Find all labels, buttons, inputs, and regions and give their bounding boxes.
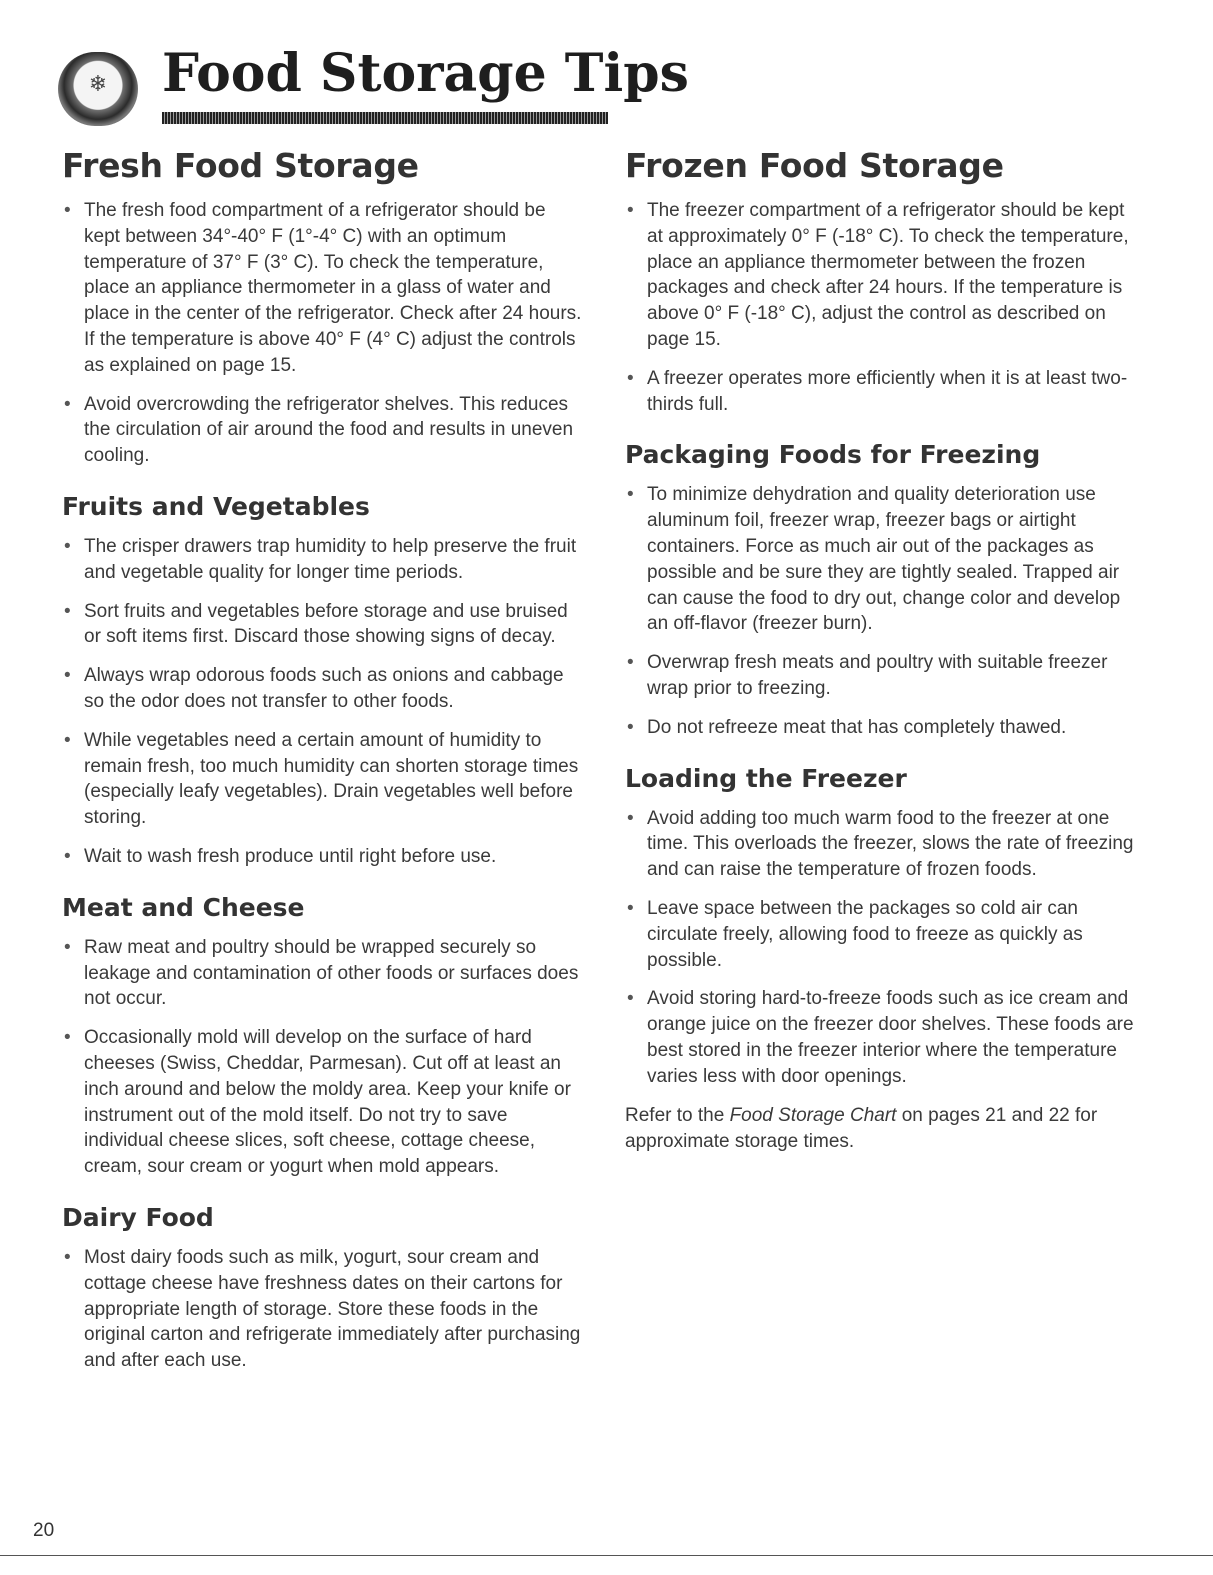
fresh-food-heading: Fresh Food Storage [62, 146, 419, 185]
list-item: • While vegetables need a certain amount of humidity to remain fresh, too much humidity can shorten storage times (especially leafy vegetables). Drain vegetables well before storing. [62, 728, 582, 831]
meat-cheese-list [62, 935, 582, 1180]
dairy-food-heading: Dairy Food [62, 1202, 214, 1232]
list-item: • Avoid overcrowding the refrigerator shelves. This reduces the circulation of air around the food and results in uneven cooling. [62, 392, 582, 469]
footer-rule [0, 1555, 1213, 1556]
packaging-heading: Packaging Foods for Freezing [625, 440, 1041, 470]
fruits-vegetables-heading: Fruits and Vegetables [62, 491, 370, 521]
page-header [58, 40, 689, 130]
frozen-food-heading: Frozen Food Storage [625, 146, 1004, 185]
dairy-food-list [62, 1245, 582, 1374]
list-item: • Most dairy foods such as milk, yogurt, sour cream and cottage cheese have freshness dates on their cartons for appropriate length of storage. Store these foods in the original carton and refrigerate immediately after purchasing and after each use. [62, 1245, 582, 1374]
loading-freezer-heading: Loading the Freezer [625, 763, 907, 793]
fruits-vegetables-list [62, 534, 582, 870]
right-column [625, 146, 1145, 1155]
left-column [62, 146, 582, 1387]
note-suffix: on pages 21 and 22 for approximate storage times. [625, 1104, 1098, 1152]
list-item: • Leave space between the packages so cold air can circulate freely, allowing food to freeze as quickly as possible. [625, 896, 1145, 973]
refrigerator-icon: ❄ [58, 52, 138, 126]
list-item: • The fresh food compartment of a refrigerator should be kept between 34°-40° F (1°-4° C) with an optimum temperature of 37° F (3° C). To check the temperature, place an appliance thermometer in a glass of water and place in the center of the refrigerator. Check after 24 hours. If the temperature is above 40° F (4° C) adjust the controls as explained on page 15. [62, 198, 582, 379]
list-item: • The crisper drawers trap humidity to help preserve the fruit and vegetable quality for longer time periods. [62, 534, 582, 586]
list-item: • Always wrap odorous foods such as onions and cabbage so the odor does not transfer to other foods. [62, 663, 582, 715]
list-item: • Raw meat and poultry should be wrapped securely so leakage and contamination of other foods or surfaces does not occur. [62, 935, 582, 1012]
meat-cheese-heading: Meat and Cheese [62, 892, 305, 922]
list-item: • Occasionally mold will develop on the surface of hard cheeses (Swiss, Cheddar, Parmesan). Cut off at least an inch around and below the moldy area. Keep your knife or instrument out of the mold itself. Do not try to save individual cheese slices, soft cheese, cottage cheese, cream, sour cream or yogurt when mold appears. [62, 1025, 582, 1180]
list-item: • Avoid adding too much warm food to the freezer at one time. This overloads the freezer, slows the rate of freezing and can raise the temperature of frozen foods. [625, 806, 1145, 883]
list-item: • Overwrap fresh meats and poultry with suitable freezer wrap prior to freezing. [625, 650, 1145, 702]
fresh-food-list [62, 198, 582, 469]
list-item: • Wait to wash fresh produce until right before use. [62, 844, 582, 870]
frozen-food-list [625, 198, 1145, 417]
list-item: • Do not refreeze meat that has completely thawed. [625, 715, 1145, 741]
title-underline [162, 112, 608, 124]
storage-chart-note [625, 1103, 1145, 1155]
page-title: Food Storage Tips [162, 43, 689, 104]
loading-freezer-list [625, 806, 1145, 1090]
list-item: • A freezer operates more efficiently when it is at least two-thirds full. [625, 366, 1145, 418]
chart-reference: Food Storage Chart [729, 1104, 897, 1126]
note-prefix: Refer to the [625, 1104, 730, 1126]
list-item: • Avoid storing hard-to-freeze foods such as ice cream and orange juice on the freezer door shelves. These foods are best stored in the freezer interior where the temperature varies less with door openings. [625, 986, 1145, 1089]
page-number: 20 [33, 1520, 55, 1541]
list-item: • The freezer compartment of a refrigerator should be kept at approximately 0° F (-18° C). To check the temperature, place an appliance thermometer between the frozen packages and check after 24 hours. If the temperature is above 0° F (-18° C), adjust the control as described on page 15. [625, 198, 1145, 353]
list-item: • To minimize dehydration and quality deterioration use aluminum foil, freezer wrap, freezer bags or airtight containers. Force as much air out of the packages as possible and be sure they are tightly sealed. Trapped air can cause the food to dry out, change color and develop an off-flavor (freezer burn). [625, 482, 1145, 637]
list-item: • Sort fruits and vegetables before storage and use bruised or soft items first. Discard those showing signs of decay. [62, 599, 582, 651]
packaging-list [625, 482, 1145, 740]
